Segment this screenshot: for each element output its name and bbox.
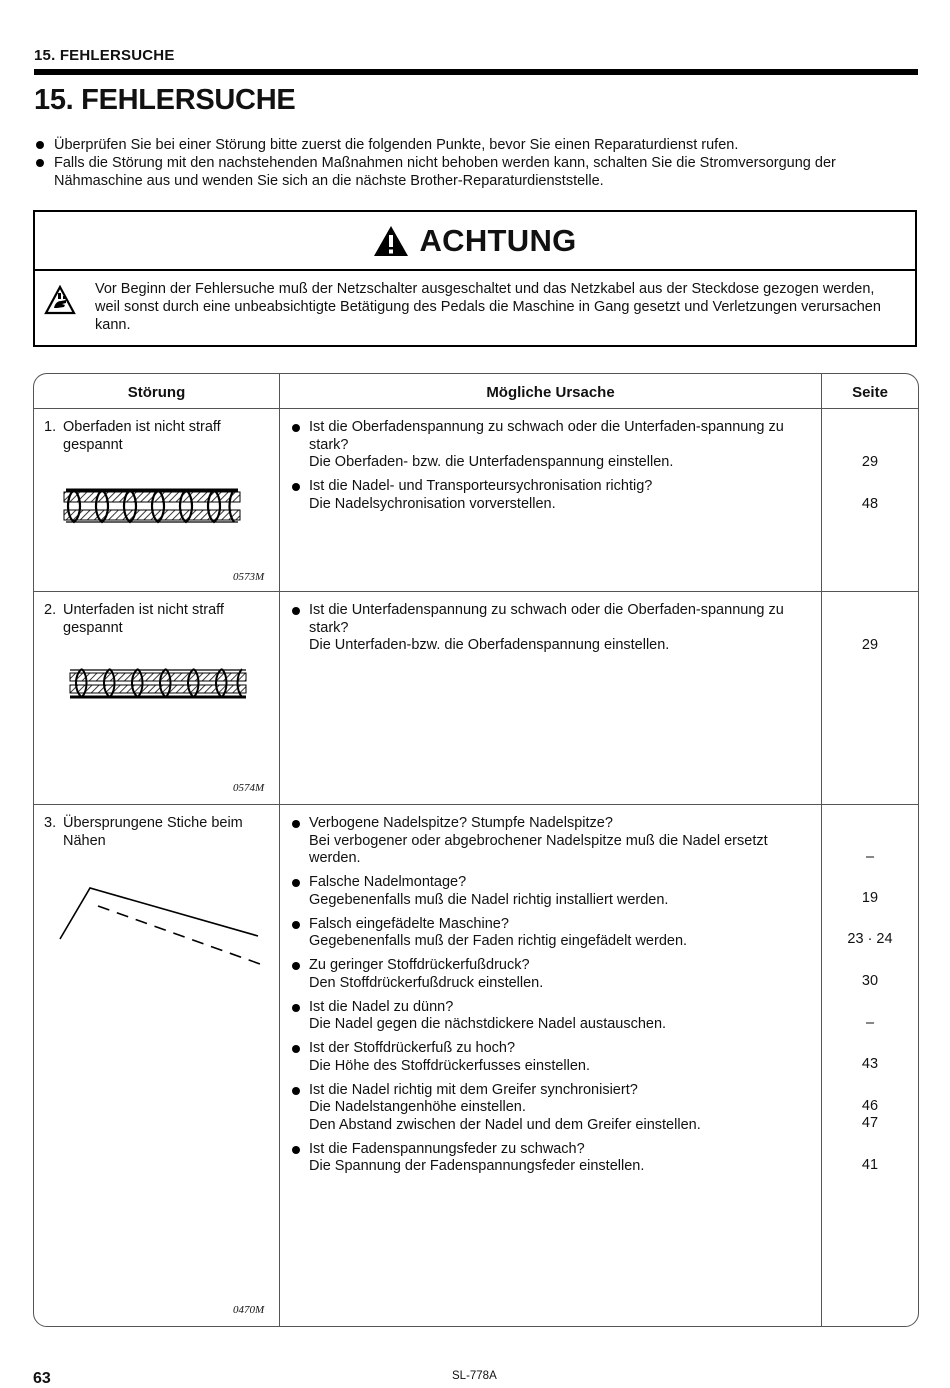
problem-cell: 2. Unterfaden ist nicht straff gespannt	[44, 602, 224, 636]
cause-item: Zu geringer Stoffdrückerfußdruck? Den Stoffdrückerfußdruck einstellen.	[292, 957, 817, 992]
page-ref: 29	[861, 454, 879, 470]
bullet-icon	[292, 921, 300, 929]
row-divider	[34, 804, 918, 805]
bullet-icon	[36, 159, 44, 167]
cause-item: Ist die Nadel richtig mit dem Greifer synchronisiert? Die Nadelstangenhöhe einstellen. Den Abstand zwischen der Nadel und dem Greifer einstellen.	[292, 1082, 817, 1135]
cause-item: Ist der Stoffdrückerfuß zu hoch? Die Höhe des Stoffdrückerfusses einstellen.	[292, 1040, 817, 1075]
bullet-icon	[292, 1087, 300, 1095]
page-number: 63	[33, 1370, 51, 1387]
page-ref: 30	[861, 973, 879, 989]
bullet-icon	[292, 1045, 300, 1053]
page-ref: –	[865, 1015, 875, 1031]
warning-triangle-icon	[373, 225, 409, 257]
model-name: SL-778A	[452, 1370, 497, 1382]
problem-cell: 1. Oberfaden ist nicht straff gespannt	[44, 419, 221, 453]
column-header-problem: Störung	[127, 384, 186, 401]
figure-code: 0574M	[233, 782, 265, 794]
stitch-diagram-upper-loose	[62, 488, 244, 528]
figure-code: 0470M	[233, 1304, 265, 1316]
skipped-stitch-diagram	[58, 882, 268, 972]
bullet-icon	[292, 1146, 300, 1154]
stitch-diagram-lower-loose	[68, 666, 248, 702]
intro-item: Überprüfen Sie bei einer Störung bitte zuerst die folgenden Punkte, bevor Sie einen Reparaturdienst rufen.	[34, 136, 924, 154]
page-ref: 29	[861, 637, 879, 653]
column-divider	[821, 374, 822, 1326]
page-ref: 46	[861, 1098, 879, 1114]
page-ref: 43	[861, 1056, 879, 1072]
column-divider	[279, 374, 280, 1326]
page-ref: 48	[861, 496, 879, 512]
warning-body	[35, 271, 915, 341]
cause-item: Ist die Unterfadenspannung zu schwach oder die Oberfaden-spannung zu stark? Die Unterfaden-bzw. die Oberfadenspannung einstellen.	[292, 602, 817, 655]
bullet-icon	[292, 607, 300, 615]
page-ref: 47	[861, 1115, 879, 1131]
cause-item: Falsch eingefädelte Maschine? Gegebenenfalls muß der Faden richtig eingefädelt werden.	[292, 916, 817, 951]
column-header-cause: Mögliche Ursache	[486, 384, 615, 401]
header-divider	[34, 408, 918, 409]
cause-list	[292, 815, 817, 1182]
warning-box	[33, 210, 917, 347]
cause-item: Ist die Fadenspannungsfeder zu schwach? Die Spannung der Fadenspannungsfeder einstellen.	[292, 1141, 817, 1176]
page-ref: 19	[861, 890, 879, 906]
bullet-icon	[292, 1004, 300, 1012]
cause-item: Ist die Nadel- und Transporteursychronisation richtig? Die Nadelsychronisation vorverstellen.	[292, 478, 817, 513]
page-ref: –	[865, 849, 875, 865]
intro-list	[34, 136, 924, 190]
header-rule	[34, 69, 918, 75]
page-ref: 23 · 24	[847, 931, 893, 947]
bullet-icon	[36, 141, 44, 149]
bullet-icon	[292, 483, 300, 491]
warning-text: Vor Beginn der Fehlersuche muß der Netzschalter ausgeschaltet und das Netzkabel aus der Steckdose gezogen werden, weil sonst durch eine unbeabsichtigte Betätigung des Pedals die Maschine in Gang gesetzt und Verletzungen verursachen kann.	[95, 281, 881, 333]
bullet-icon	[292, 962, 300, 970]
running-header: 15. FEHLERSUCHE	[34, 47, 175, 64]
troubleshooting-table	[33, 373, 919, 1327]
cause-list	[292, 419, 817, 520]
figure-code: 0573M	[233, 571, 265, 583]
bullet-icon	[292, 424, 300, 432]
cause-list	[292, 602, 817, 661]
row-divider	[34, 591, 918, 592]
column-header-page: Seite	[852, 384, 888, 401]
page-ref: 41	[861, 1157, 879, 1173]
warning-header	[35, 212, 915, 271]
cause-item: Ist die Nadel zu dünn? Die Nadel gegen die nächstdickere Nadel austauschen.	[292, 999, 817, 1034]
warning-title: ACHTUNG	[419, 222, 577, 258]
bullet-icon	[292, 879, 300, 887]
intro-item: Falls die Störung mit den nachstehenden Maßnahmen nicht behoben werden kann, schalten Sie die Stromversorgung der Nähmaschine aus und wenden Sie sich an die nächste Brother-Reparaturdienststelle.	[34, 154, 924, 190]
cause-item: Verbogene Nadelspitze? Stumpfe Nadelspitze? Bei verbogener oder abgebrochener Nadelspitze muß die Nadel ersetzt werden.	[292, 815, 817, 868]
cause-item: Ist die Oberfadenspannung zu schwach oder die Unterfaden-spannung zu stark? Die Oberfaden- bzw. die Unterfadenspannung einstellen.	[292, 419, 817, 472]
page-title: 15. FEHLERSUCHE	[34, 84, 296, 116]
cause-item: Falsche Nadelmontage? Gegebenenfalls muß die Nadel richtig installiert werden.	[292, 874, 817, 909]
bullet-icon	[292, 820, 300, 828]
problem-cell: 3. Übersprungene Stiche beim Nähen	[44, 815, 243, 849]
hand-injury-icon	[44, 285, 76, 315]
